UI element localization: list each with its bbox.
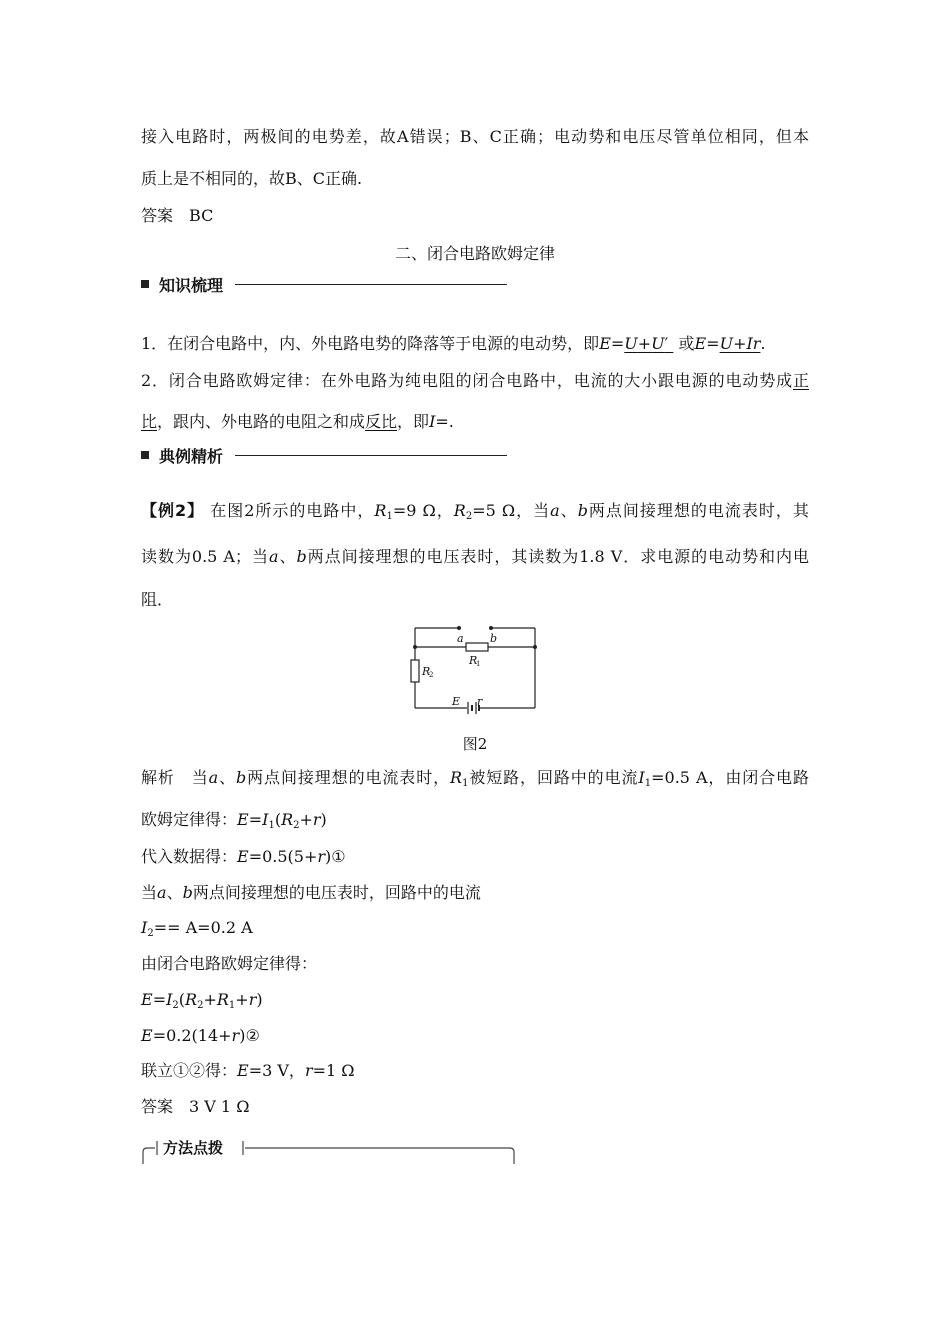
solution-line-1: 解析 当a、b两点间接理想的电流表时，$R_1$被短路，回路中的电流$I_1=0.5$ A，由闭合电路: [141, 768, 809, 789]
solution-line-7: $E=I_2(R_2+R_1+r)$: [141, 990, 263, 1011]
example-line-1: 【例2】 在图2所示的电路中，$R_1=9$ Ω，$R_2=5$ Ω，当a、b两点间接理想的电流表时，其: [141, 501, 809, 522]
solution-text: 联立①②得：: [141, 1061, 238, 1080]
terminal-b: [489, 626, 493, 630]
heading-rule: [235, 455, 507, 456]
knowledge-item-1: 1．在闭合电路中，内、外电路电势的降落等于电源的电动势，即E=U+U′ 或E=U+Ir.: [141, 334, 766, 353]
intro-line-1: 接入电路时，两极间的电势差，故A错误；B、C正确；电动势和电压尽管单位相同，但本: [141, 127, 809, 146]
example-label: 【例2】: [141, 501, 205, 520]
item2-blank-2: 反比: [365, 412, 398, 431]
item2-blank-1b: 比: [141, 412, 158, 431]
label-r1: R: [469, 654, 478, 667]
item2-text: 2．闭合电路欧姆定律：在外电路为纯电阻的闭合电路中，电流的大小跟电源的电动势成: [141, 371, 793, 390]
item1-text: 1．在闭合电路中，内、外电路电势的降落等于电源的电动势，即: [141, 334, 600, 353]
example-text: 两点间接理想的电流表时，其: [587, 501, 809, 520]
solution-text: =0.5 A，由闭合电路: [651, 768, 809, 787]
square-bullet-icon: [141, 280, 149, 288]
solution-label: 解析: [141, 768, 175, 787]
item2-mid: ，跟内、外电路的电阻之和成: [157, 412, 366, 431]
svg-text:1: 1: [476, 660, 481, 668]
item1-blank-2: U+Ir: [719, 334, 761, 353]
circuit-diagram: [405, 618, 545, 718]
resistor-r1: [466, 643, 488, 651]
intro-answer: [141, 205, 213, 227]
knowledge-item-2-line-1: [141, 370, 809, 392]
figure-caption: 图2: [462, 735, 488, 753]
solution-answer: [141, 1096, 249, 1118]
example-line-3: 阻．: [141, 590, 174, 609]
item1-blank-1: U+U′: [624, 334, 674, 353]
item1-or: 或: [678, 334, 695, 353]
example-text: 在图2所示的电路中，: [210, 501, 375, 520]
solution-line-8: E=0.2(14+r)②: [141, 1026, 260, 1045]
solution-line-6: 由闭合电路欧姆定律得：: [141, 954, 318, 973]
solution-line-2: 欧姆定律得：$E=I_1(R_2+r)$: [141, 810, 327, 831]
svg-text:2: 2: [429, 671, 434, 679]
method-box: [141, 1138, 516, 1166]
examples-heading: [141, 444, 507, 466]
solution-text: = A=0.2 A: [167, 918, 253, 937]
knowledge-heading: [141, 273, 507, 295]
square-bullet-icon: [141, 451, 149, 459]
label-r: r: [477, 695, 483, 708]
item2-blank-1a: 正: [792, 371, 809, 390]
label-r2: R: [422, 665, 431, 678]
method-heading: 方法点拨: [163, 1139, 224, 1157]
examples-heading-text: 典例精析: [159, 446, 224, 466]
item2-end: ，即: [397, 412, 430, 431]
section-title: 二、闭合电路欧姆定律: [394, 244, 555, 263]
solution-text: 代入数据得：: [141, 847, 238, 866]
junction-left: [413, 645, 417, 649]
knowledge-item-2-line-2: 比，跟内、外电路的电阻之和成反比，即I=.: [141, 412, 454, 431]
label-b: b: [490, 632, 498, 645]
example-text: 两点间接理想的电压表时，其读数为1.8 V．求电源的电动势和内电: [306, 547, 809, 566]
answer-label: 答案: [141, 206, 174, 225]
solution-text: 两点间接理想的电压表时，回路中的电流: [192, 883, 481, 902]
example-text: 当: [533, 501, 551, 520]
answer-label: 答案: [141, 1097, 174, 1116]
junction-right: [533, 645, 537, 649]
solution-text: 被短路，回路中的电流: [468, 768, 639, 787]
knowledge-heading-text: 知识梳理: [159, 275, 224, 295]
label-e: E: [452, 695, 461, 708]
solution-line-3: 代入数据得：E=0.5(5+r)①: [141, 847, 346, 866]
solution-text: 两点间接理想的电流表时，: [246, 768, 451, 787]
solution-line-9: 联立①②得：E=3 V，r=1 Ω: [141, 1061, 355, 1080]
answer-value: BC: [189, 206, 214, 225]
heading-rule: [235, 284, 507, 285]
answer-value: 3 V 1 Ω: [189, 1097, 250, 1116]
solution-text: 欧姆定律得：: [141, 810, 238, 829]
terminal-a: [457, 626, 461, 630]
solution-line-5: $I_2== A=0.2$ A: [141, 918, 253, 939]
label-a: a: [457, 632, 464, 645]
solution-text: 当: [141, 883, 158, 902]
resistor-r2: [411, 660, 419, 682]
solution-text: 当: [190, 768, 209, 787]
intro-line-2: 质上是不相同的，故B、C正确.: [141, 169, 363, 188]
example-text: 读数为0.5 A；当: [141, 547, 269, 566]
example-line-2: 读数为0.5 A；当a、b两点间接理想的电压表时，其读数为1.8 V．求电源的电动势和内电: [141, 547, 809, 566]
solution-line-4: 当a、b两点间接理想的电压表时，回路中的电流: [141, 883, 481, 902]
